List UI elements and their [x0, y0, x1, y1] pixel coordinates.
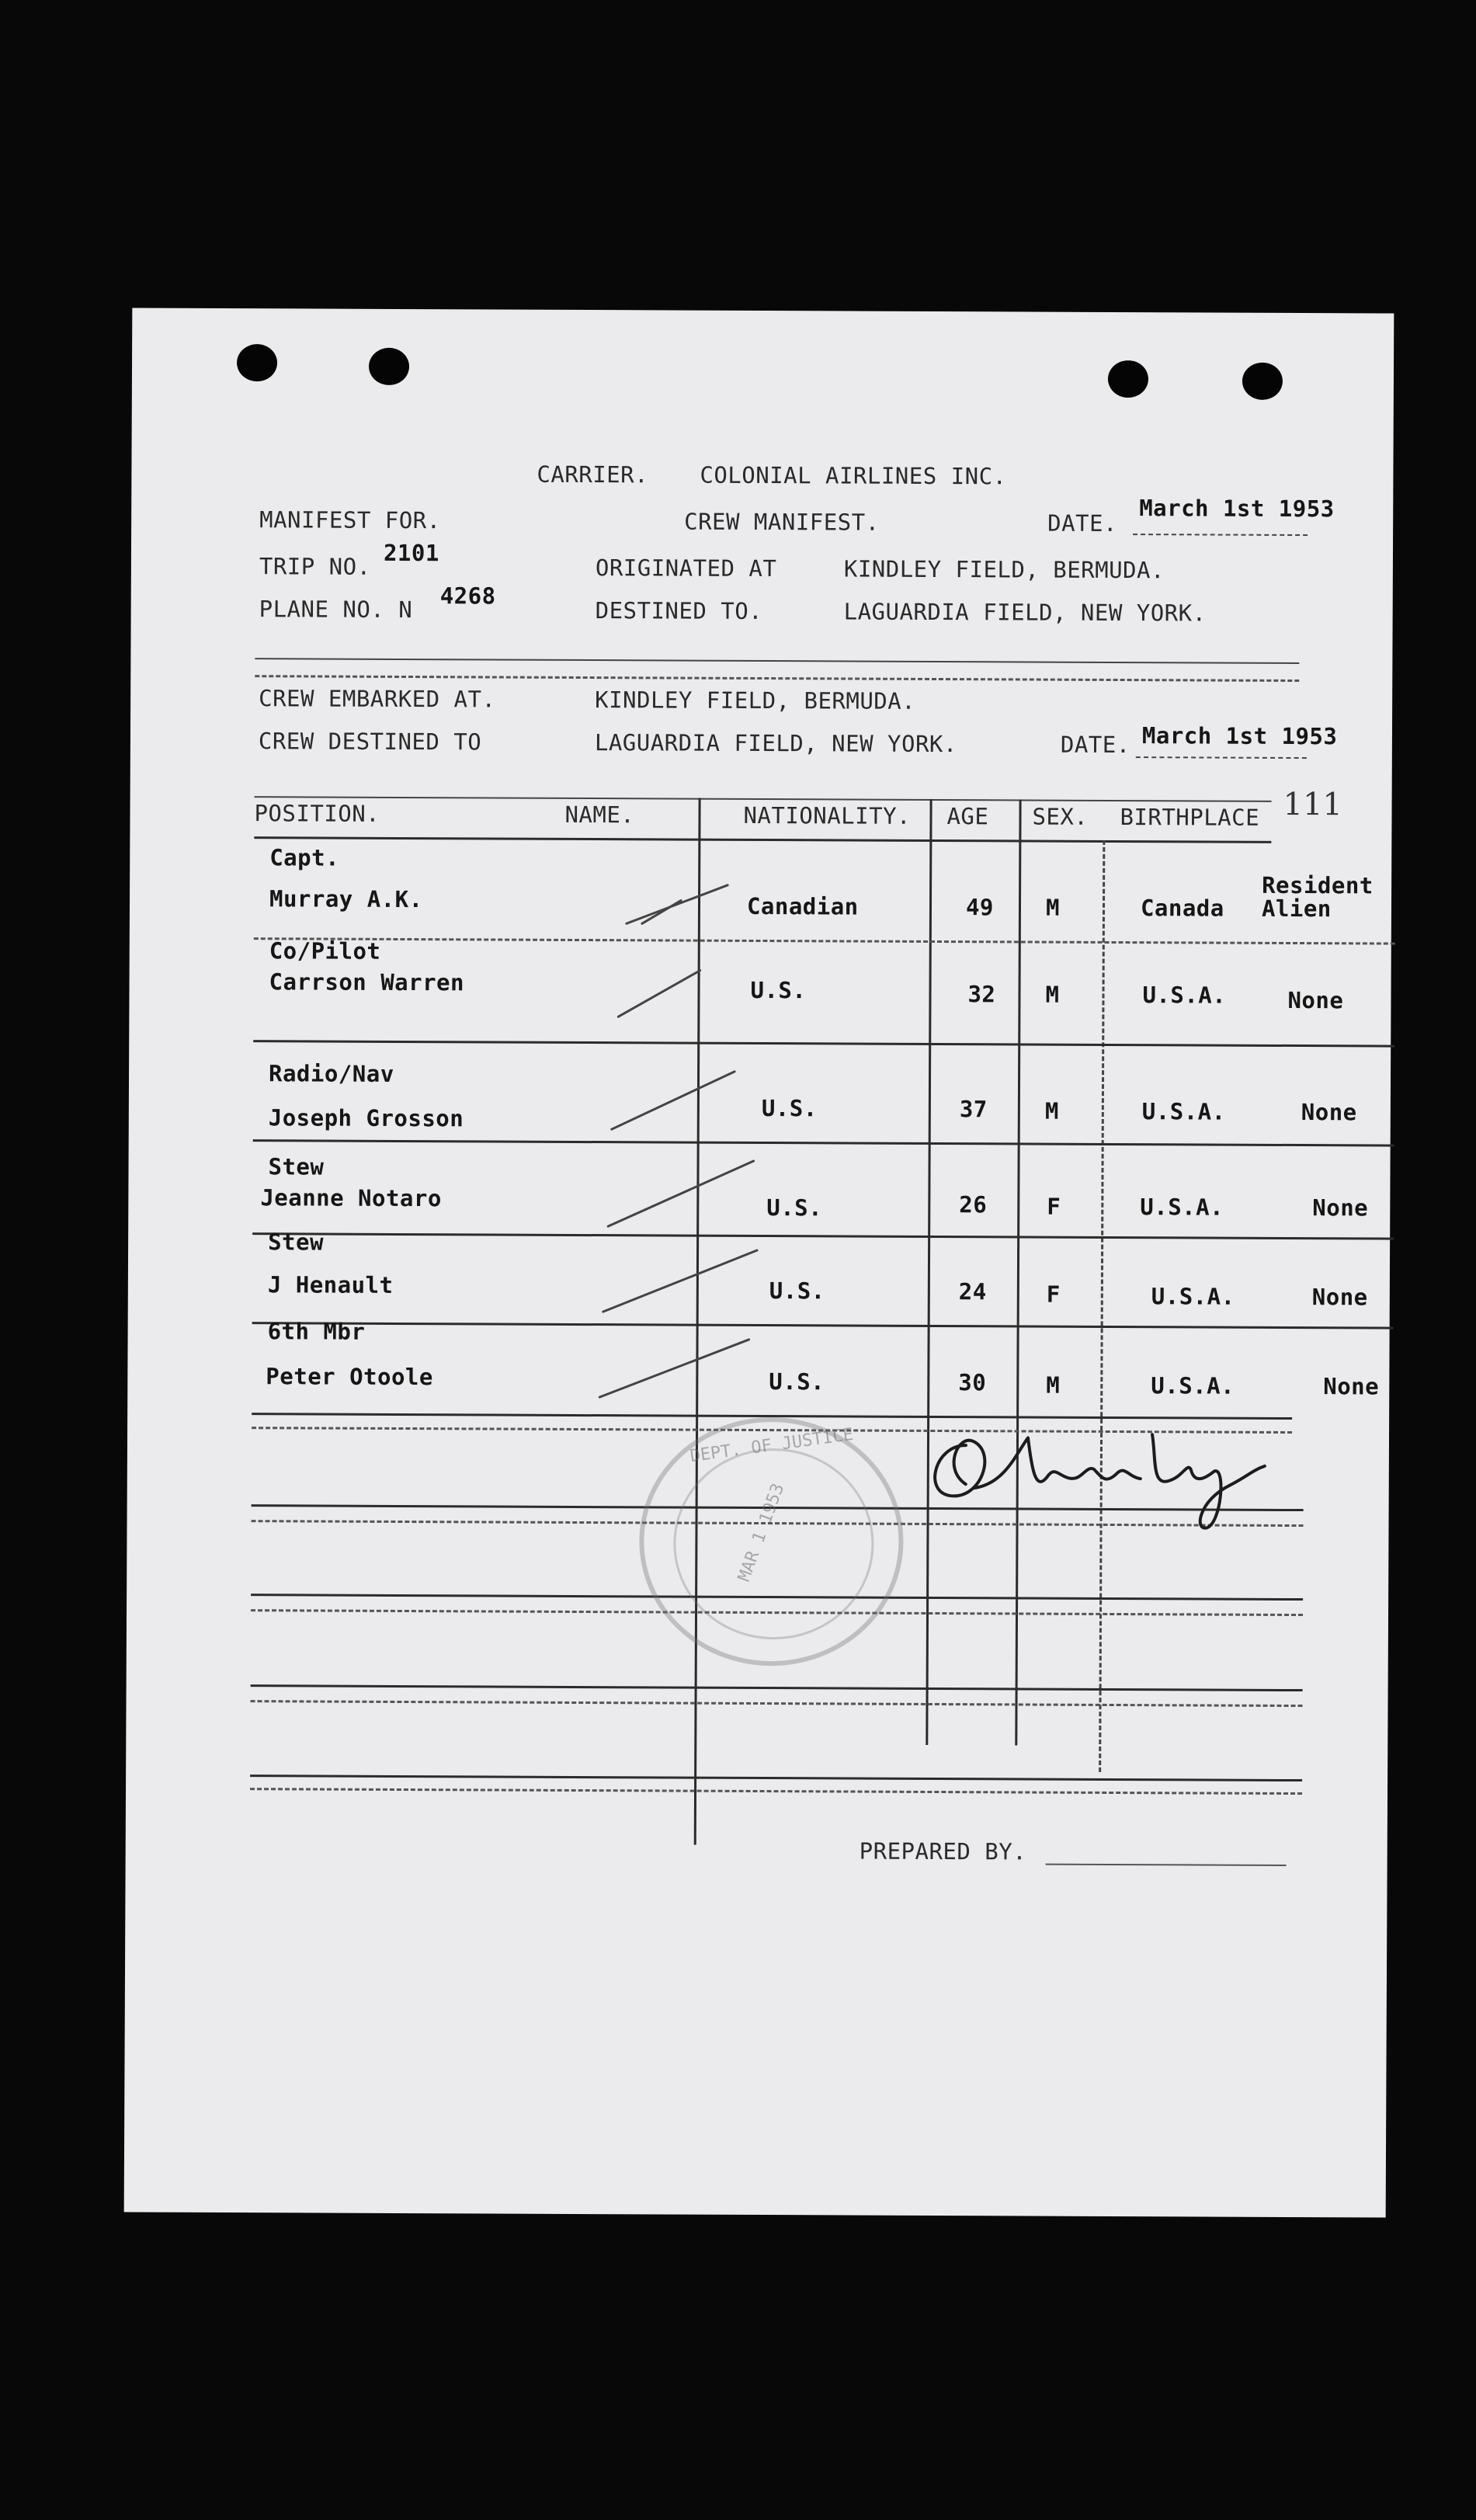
punch-hole — [237, 344, 277, 381]
col-age-header: AGE — [946, 803, 989, 830]
trip-label: TRIP NO. — [259, 553, 371, 580]
empty-row-divider — [251, 1684, 1303, 1691]
row1-position: Capt. — [269, 844, 340, 871]
punch-hole — [1108, 360, 1148, 398]
col-birthplace-header: BIRTHPLACE — [1120, 804, 1260, 831]
date-underline — [1133, 534, 1308, 536]
header-divider — [255, 658, 1299, 664]
row2-sex: M — [1045, 981, 1060, 1008]
header-divider-dashed — [255, 675, 1299, 682]
stamp-date-text: MAR 1 1953 — [735, 1481, 789, 1584]
col-nationality-header: NATIONALITY. — [743, 801, 912, 829]
row5-position: Stew — [268, 1229, 325, 1256]
crew-destined-label: CREW DESTINED TO — [258, 728, 482, 756]
table-bottom-dashed — [250, 1788, 1302, 1795]
inspector-signature — [919, 1422, 1276, 1532]
crew-destined-value: LAGUARDIA FIELD, NEW YORK. — [594, 729, 957, 758]
row1-name: Murray A.K. — [269, 885, 423, 913]
row5-birthplace: U.S.A. — [1151, 1283, 1235, 1310]
row4-age: 26 — [959, 1191, 988, 1218]
crew-embarked-value: KINDLEY FIELD, BERMUDA. — [595, 686, 916, 714]
trip-value: 2101 — [383, 539, 439, 567]
row4-position: Stew — [268, 1153, 325, 1180]
row5-name: J Henault — [267, 1271, 394, 1298]
col-divider-sex — [1099, 840, 1105, 1772]
row3-sex: M — [1044, 1097, 1059, 1124]
row2-name: Carrson Warren — [269, 968, 465, 996]
row6-nationality: U.S. — [769, 1368, 825, 1396]
manifest-type: CREW MANIFEST. — [684, 508, 880, 536]
row5-sex: F — [1046, 1281, 1061, 1308]
row3-nationality: U.S. — [761, 1095, 818, 1122]
row6-remark: None — [1323, 1373, 1380, 1400]
row3-name: Joseph Grosson — [268, 1104, 464, 1132]
customs-stamp — [639, 1416, 904, 1666]
row3-age: 37 — [959, 1096, 988, 1123]
table-bottom-border — [250, 1774, 1302, 1781]
row4-birthplace: U.S.A. — [1140, 1194, 1224, 1221]
carrier-value: COLONIAL AIRLINES INC. — [700, 461, 1007, 490]
carrier-label: CARRIER. — [537, 461, 649, 488]
date-value: March 1st 1953 — [1139, 495, 1335, 523]
originated-label: ORIGINATED AT — [595, 554, 777, 582]
punch-hole — [369, 348, 409, 385]
row3-position: Radio/Nav — [268, 1060, 394, 1087]
row6-sex: M — [1046, 1371, 1061, 1399]
col-position-header: POSITION. — [254, 800, 380, 827]
crew-date-underline — [1136, 756, 1307, 759]
destined-label: DESTINED TO. — [595, 597, 763, 625]
manifest-sheet — [124, 308, 1394, 2217]
row4-remark: None — [1312, 1194, 1369, 1222]
row4-name: Jeanne Notaro — [260, 1184, 442, 1212]
row2-birthplace: U.S.A. — [1142, 982, 1227, 1009]
crew-embarked-label: CREW EMBARKED AT. — [259, 685, 496, 713]
crew-date-label: DATE. — [1060, 731, 1130, 759]
plane-label: PLANE NO. N — [259, 596, 413, 624]
prepared-by-line — [1046, 1864, 1287, 1866]
date-label: DATE. — [1047, 509, 1118, 537]
row5-age: 24 — [958, 1278, 987, 1305]
row3-remark: None — [1301, 1099, 1357, 1126]
page-number: 111 — [1283, 786, 1343, 823]
crew-date-value: March 1st 1953 — [1141, 722, 1338, 750]
empty-row-divider-dashed — [251, 1700, 1303, 1707]
table-top-border — [255, 796, 1272, 802]
row1-birthplace: Canada — [1140, 895, 1224, 922]
row2-position: Co/Pilot — [269, 937, 381, 965]
row4-sex: F — [1047, 1193, 1061, 1220]
row6-position: 6th Mbr — [267, 1318, 366, 1345]
plane-value: 4268 — [439, 582, 496, 610]
col-sex-header: SEX. — [1032, 803, 1089, 830]
row6-birthplace: U.S.A. — [1151, 1372, 1235, 1399]
row1-sex: M — [1045, 894, 1061, 921]
table-header-border — [254, 836, 1271, 843]
row6-age: 30 — [958, 1369, 987, 1396]
stamp-top-text: DEPT. OF JUSTICE — [689, 1424, 855, 1467]
row5-remark: None — [1311, 1284, 1368, 1311]
punch-hole — [1242, 363, 1283, 400]
check-marks — [593, 869, 922, 1414]
row2-nationality: U.S. — [750, 976, 807, 1004]
row3-birthplace: U.S.A. — [1141, 1098, 1226, 1125]
prepared-by-label: PREPARED BY. — [859, 1837, 1027, 1865]
row1-age: 49 — [965, 894, 994, 921]
row5-nationality: U.S. — [769, 1277, 825, 1305]
row2-age: 32 — [967, 981, 996, 1008]
row2-remark: None — [1287, 986, 1344, 1014]
col-name-header: NAME. — [564, 801, 635, 829]
originated-value: KINDLEY FIELD, BERMUDA. — [843, 555, 1165, 584]
row6-name: Peter Otoole — [266, 1363, 433, 1391]
row1-remark: Resident Alien — [1261, 871, 1374, 923]
manifest-for-label: MANIFEST FOR. — [259, 506, 441, 534]
destined-value: LAGUARDIA FIELD, NEW YORK. — [843, 598, 1207, 627]
row1-nationality: Canadian — [746, 892, 859, 920]
row4-nationality: U.S. — [766, 1194, 823, 1222]
